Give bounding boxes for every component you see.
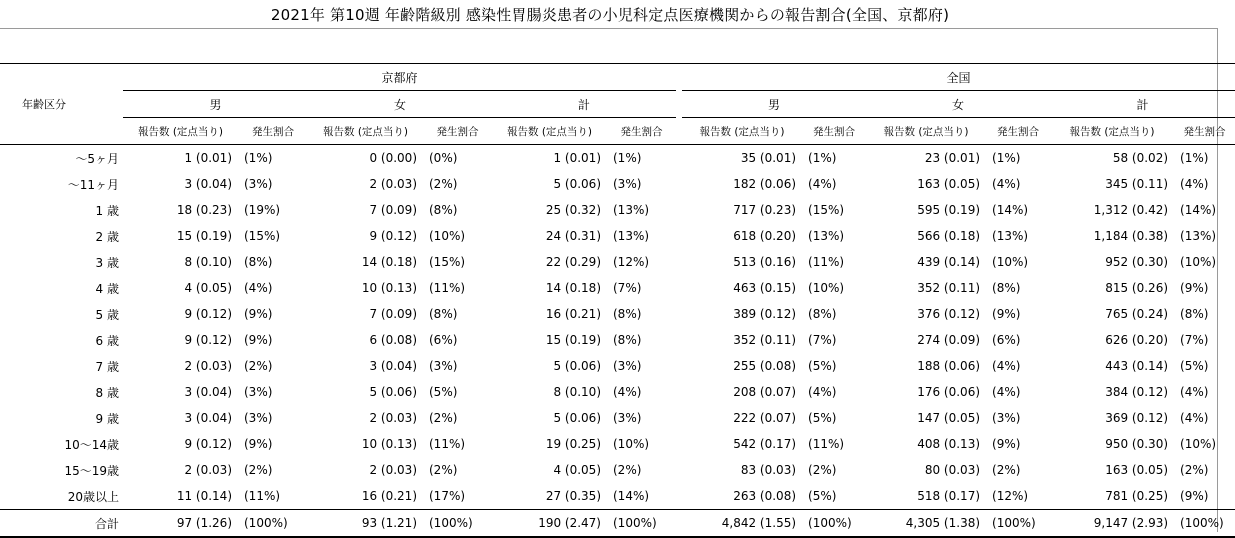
age-label: 7 歳 xyxy=(95,359,119,374)
ratio-cell: (2%) xyxy=(429,463,458,477)
ratio-cell: (10%) xyxy=(1180,255,1217,269)
table-row xyxy=(0,483,1235,510)
ratio-cell: (9%) xyxy=(244,307,273,321)
ratio-cell: (11%) xyxy=(244,489,281,503)
report-count-cell: 9 (0.12) xyxy=(369,229,417,243)
ratio-cell: (6%) xyxy=(429,333,458,347)
ratio-cell: (1%) xyxy=(992,151,1021,165)
ratio-cell: (9%) xyxy=(992,437,1021,451)
page-title: 2021年 第10週 年齢階級別 感染性胃腸炎患者の小児科定点医療機関からの報告割合(全国、京都府) xyxy=(270,6,950,24)
ratio-cell: (9%) xyxy=(1180,489,1209,503)
ratio-cell: (8%) xyxy=(429,307,458,321)
report-count-cell: 2 (0.03) xyxy=(369,463,417,477)
report-count-cell: 24 (0.31) xyxy=(545,229,601,243)
report-count-cell: 950 (0.30) xyxy=(1105,437,1169,451)
ratio-cell: (4%) xyxy=(808,385,837,399)
sex-header-male: 男 xyxy=(123,91,308,118)
ratio-cell: (4%) xyxy=(1180,385,1209,399)
ratio-cell: (3%) xyxy=(992,411,1021,425)
report-count-cell: 595 (0.19) xyxy=(917,203,981,217)
report-count-cell: 10 (0.13) xyxy=(361,437,417,451)
sex-header-male: 男 xyxy=(682,91,866,118)
report-count-cell: 16 (0.21) xyxy=(545,307,601,321)
report-count-cell: 513 (0.16) xyxy=(733,255,797,269)
report-count-cell: 408 (0.13) xyxy=(917,437,981,451)
report-count-cell: 97 (1.26) xyxy=(123,510,238,538)
ratio-cell: (14%) xyxy=(613,489,650,503)
ratio-cell: (14%) xyxy=(992,203,1029,217)
ratio-cell: (9%) xyxy=(1180,281,1209,295)
report-count-cell: 463 (0.15) xyxy=(733,281,797,295)
ratio-cell: (4%) xyxy=(613,385,642,399)
ratio-cell: (3%) xyxy=(244,411,273,425)
report-count-cell: 10 (0.13) xyxy=(361,281,417,295)
ratio-cell: (2%) xyxy=(808,463,837,477)
ratio-cell: (4%) xyxy=(808,177,837,191)
ratio-cell: (3%) xyxy=(613,411,642,425)
ratio-cell: (10%) xyxy=(1180,437,1217,451)
table-row xyxy=(0,145,1235,172)
report-count-cell: 182 (0.06) xyxy=(733,177,797,191)
report-count-cell: 58 (0.02) xyxy=(1112,151,1169,165)
col-header-reports: 報告数 (定点当り) xyxy=(866,118,986,145)
ratio-cell: (5%) xyxy=(429,385,458,399)
ratio-cell: (5%) xyxy=(808,359,837,373)
report-count-cell: 163 (0.05) xyxy=(917,177,981,191)
report-count-cell: 1 (0.01) xyxy=(553,151,601,165)
report-count-cell: 83 (0.03) xyxy=(740,463,797,477)
report-count-cell: 3 (0.04) xyxy=(369,359,417,373)
ratio-cell: (6%) xyxy=(992,333,1021,347)
report-count-cell: 781 (0.25) xyxy=(1105,489,1169,503)
report-count-cell: 222 (0.07) xyxy=(733,411,797,425)
ratio-cell: (2%) xyxy=(429,411,458,425)
ratio-cell: (3%) xyxy=(244,385,273,399)
ratio-cell: (0%) xyxy=(429,151,458,165)
report-count-cell: 717 (0.23) xyxy=(733,203,797,217)
ratio-cell: (13%) xyxy=(1180,229,1217,243)
ratio-cell: (4%) xyxy=(1180,411,1209,425)
report-count-cell: 16 (0.21) xyxy=(361,489,417,503)
report-count-cell: 9 (0.12) xyxy=(184,333,232,347)
report-count-cell: 439 (0.14) xyxy=(917,255,981,269)
report-count-cell: 15 (0.19) xyxy=(545,333,601,347)
report-count-cell: 626 (0.20) xyxy=(1105,333,1169,347)
report-count-cell: 35 (0.01) xyxy=(740,151,797,165)
report-count-cell: 4 (0.05) xyxy=(184,281,232,295)
ratio-cell: (11%) xyxy=(429,437,466,451)
ratio-cell: (10%) xyxy=(429,229,466,243)
report-count-cell: 4 (0.05) xyxy=(553,463,601,477)
report-count-cell: 6 (0.08) xyxy=(369,333,417,347)
age-label: 15～19歳 xyxy=(64,463,119,478)
report-count-cell: 274 (0.09) xyxy=(917,333,981,347)
age-label: 9 歳 xyxy=(95,411,119,426)
report-count-cell: 11 (0.14) xyxy=(176,489,232,503)
age-label: 1 歳 xyxy=(95,203,119,218)
ratio-cell: (3%) xyxy=(613,359,642,373)
report-count-cell: 188 (0.06) xyxy=(917,359,981,373)
report-count-cell: 5 (0.06) xyxy=(553,411,601,425)
table-row xyxy=(0,275,1235,301)
age-label: 合計 xyxy=(0,510,123,538)
total-row xyxy=(0,510,1235,538)
ratio-cell: (15%) xyxy=(808,203,845,217)
report-count-cell: 147 (0.05) xyxy=(917,411,981,425)
sex-header-female: 女 xyxy=(866,91,1050,118)
ratio-cell: (10%) xyxy=(613,437,650,451)
col-header-reports: 報告数 (定点当り) xyxy=(492,118,607,145)
ratio-cell: (4%) xyxy=(992,359,1021,373)
report-count-cell: 2 (0.03) xyxy=(369,411,417,425)
report-count-cell: 765 (0.24) xyxy=(1105,307,1169,321)
table-row xyxy=(0,223,1235,249)
ratio-cell: (11%) xyxy=(429,281,466,295)
ratio-cell: (11%) xyxy=(808,437,845,451)
age-label: 2 歳 xyxy=(95,229,119,244)
table-row xyxy=(0,197,1235,223)
ratio-cell: (13%) xyxy=(808,229,845,243)
report-count-cell: 542 (0.17) xyxy=(733,437,797,451)
report-count-cell: 8 (0.10) xyxy=(553,385,601,399)
ratio-cell: (100%) xyxy=(986,510,1050,538)
report-count-cell: 9,147 (2.93) xyxy=(1050,510,1174,538)
report-count-cell: 443 (0.14) xyxy=(1105,359,1169,373)
report-count-cell: 263 (0.08) xyxy=(733,489,797,503)
report-count-cell: 8 (0.10) xyxy=(184,255,232,269)
report-table xyxy=(0,63,1235,538)
sex-header-female: 女 xyxy=(308,91,492,118)
report-count-cell: 3 (0.04) xyxy=(184,385,232,399)
col-header-ratio: 発生割合 xyxy=(802,118,866,145)
table-row xyxy=(0,327,1235,353)
col-header-reports: 報告数 (定点当り) xyxy=(1050,118,1174,145)
report-count-cell: 0 (0.00) xyxy=(369,151,417,165)
report-count-cell: 255 (0.08) xyxy=(733,359,797,373)
ratio-cell: (19%) xyxy=(244,203,281,217)
ratio-cell: (17%) xyxy=(429,489,466,503)
report-count-cell: 952 (0.30) xyxy=(1105,255,1169,269)
col-header-ratio: 発生割合 xyxy=(238,118,308,145)
sex-header-total: 計 xyxy=(492,91,676,118)
region-header-kyoto: 京都府 xyxy=(123,64,676,91)
report-count-cell: 23 (0.01) xyxy=(924,151,981,165)
table-row xyxy=(0,457,1235,483)
report-count-cell: 5 (0.06) xyxy=(369,385,417,399)
col-header-reports: 報告数 (定点当り) xyxy=(123,118,238,145)
ratio-cell: (8%) xyxy=(613,333,642,347)
report-count-cell: 7 (0.09) xyxy=(369,203,417,217)
report-count-cell: 2 (0.03) xyxy=(184,463,232,477)
ratio-cell: (15%) xyxy=(244,229,281,243)
col-header-ratio: 発生割合 xyxy=(1174,118,1235,145)
ratio-cell: (2%) xyxy=(244,463,273,477)
report-count-cell: 1 (0.01) xyxy=(184,151,232,165)
ratio-cell: (9%) xyxy=(244,333,273,347)
ratio-cell: (8%) xyxy=(613,307,642,321)
table-row xyxy=(0,171,1235,197)
table-row xyxy=(0,405,1235,431)
ratio-cell: (7%) xyxy=(808,333,837,347)
age-label: ～5ヶ月 xyxy=(75,151,119,166)
report-count-cell: 352 (0.11) xyxy=(917,281,981,295)
report-count-cell: 5 (0.06) xyxy=(553,359,601,373)
report-count-cell: 15 (0.19) xyxy=(176,229,232,243)
table-row xyxy=(0,301,1235,327)
age-label: 5 歳 xyxy=(95,307,119,322)
age-label: ～11ヶ月 xyxy=(67,177,119,192)
col-header-ratio: 発生割合 xyxy=(423,118,492,145)
report-count-cell: 4,305 (1.38) xyxy=(866,510,986,538)
age-label: 3 歳 xyxy=(95,255,119,270)
report-count-cell: 3 (0.04) xyxy=(184,177,232,191)
ratio-cell: (5%) xyxy=(1180,359,1209,373)
report-count-cell: 384 (0.12) xyxy=(1105,385,1169,399)
report-count-cell: 22 (0.29) xyxy=(545,255,601,269)
ratio-cell: (12%) xyxy=(613,255,650,269)
age-label: 6 歳 xyxy=(95,333,119,348)
ratio-cell: (13%) xyxy=(992,229,1029,243)
report-count-cell: 518 (0.17) xyxy=(917,489,981,503)
age-column-header: 年齢区分 xyxy=(0,64,123,145)
report-count-cell: 18 (0.23) xyxy=(176,203,232,217)
ratio-cell: (2%) xyxy=(244,359,273,373)
ratio-cell: (13%) xyxy=(613,203,650,217)
report-count-cell: 9 (0.12) xyxy=(184,307,232,321)
col-header-ratio: 発生割合 xyxy=(607,118,676,145)
ratio-cell: (5%) xyxy=(808,489,837,503)
ratio-cell: (8%) xyxy=(808,307,837,321)
ratio-cell: (9%) xyxy=(992,307,1021,321)
report-count-cell: 176 (0.06) xyxy=(917,385,981,399)
ratio-cell: (8%) xyxy=(244,255,273,269)
report-count-cell: 208 (0.07) xyxy=(733,385,797,399)
report-count-cell: 2 (0.03) xyxy=(369,177,417,191)
ratio-cell: (100%) xyxy=(607,510,676,538)
ratio-cell: (7%) xyxy=(613,281,642,295)
sex-header-total: 計 xyxy=(1050,91,1235,118)
col-header-reports: 報告数 (定点当り) xyxy=(308,118,423,145)
ratio-cell: (3%) xyxy=(613,177,642,191)
report-count-cell: 93 (1.21) xyxy=(308,510,423,538)
report-count-cell: 9 (0.12) xyxy=(184,437,232,451)
report-count-cell: 815 (0.26) xyxy=(1105,281,1169,295)
ratio-cell: (2%) xyxy=(992,463,1021,477)
age-label: 20歳以上 xyxy=(67,489,119,504)
region-header-national: 全国 xyxy=(682,64,1235,91)
ratio-cell: (4%) xyxy=(244,281,273,295)
report-count-cell: 566 (0.18) xyxy=(917,229,981,243)
ratio-cell: (3%) xyxy=(244,177,273,191)
ratio-cell: (8%) xyxy=(429,203,458,217)
report-count-cell: 27 (0.35) xyxy=(545,489,601,503)
report-count-cell: 25 (0.32) xyxy=(545,203,601,217)
ratio-cell: (1%) xyxy=(1180,151,1209,165)
table-row xyxy=(0,249,1235,275)
age-label: 8 歳 xyxy=(95,385,119,400)
ratio-cell: (12%) xyxy=(992,489,1029,503)
ratio-cell: (100%) xyxy=(1174,510,1235,538)
col-header-reports: 報告数 (定点当り) xyxy=(682,118,802,145)
report-count-cell: 163 (0.05) xyxy=(1105,463,1169,477)
ratio-cell: (4%) xyxy=(992,177,1021,191)
ratio-cell: (9%) xyxy=(244,437,273,451)
ratio-cell: (4%) xyxy=(992,385,1021,399)
ratio-cell: (2%) xyxy=(613,463,642,477)
ratio-cell: (3%) xyxy=(429,359,458,373)
report-count-cell: 80 (0.03) xyxy=(924,463,981,477)
ratio-cell: (7%) xyxy=(1180,333,1209,347)
report-count-cell: 14 (0.18) xyxy=(361,255,417,269)
age-label: 4 歳 xyxy=(95,281,119,296)
report-count-cell: 369 (0.12) xyxy=(1105,411,1169,425)
ratio-cell: (8%) xyxy=(1180,307,1209,321)
report-count-cell: 2 (0.03) xyxy=(184,359,232,373)
table-row xyxy=(0,379,1235,405)
report-count-cell: 618 (0.20) xyxy=(733,229,797,243)
ratio-cell: (2%) xyxy=(429,177,458,191)
ratio-cell: (8%) xyxy=(992,281,1021,295)
report-count-cell: 1,312 (0.42) xyxy=(1093,203,1169,217)
report-count-cell: 14 (0.18) xyxy=(545,281,601,295)
ratio-cell: (10%) xyxy=(992,255,1029,269)
ratio-cell: (100%) xyxy=(423,510,492,538)
ratio-cell: (15%) xyxy=(429,255,466,269)
table-row xyxy=(0,353,1235,379)
report-count-cell: 352 (0.11) xyxy=(733,333,797,347)
report-count-cell: 1,184 (0.38) xyxy=(1093,229,1169,243)
ratio-cell: (2%) xyxy=(1180,463,1209,477)
age-label: 10～14歳 xyxy=(64,437,119,452)
report-count-cell: 190 (2.47) xyxy=(492,510,607,538)
report-count-cell: 345 (0.11) xyxy=(1105,177,1169,191)
report-count-cell: 376 (0.12) xyxy=(917,307,981,321)
report-count-cell: 4,842 (1.55) xyxy=(682,510,802,538)
report-count-cell: 19 (0.25) xyxy=(545,437,601,451)
report-count-cell: 7 (0.09) xyxy=(369,307,417,321)
report-count-cell: 3 (0.04) xyxy=(184,411,232,425)
ratio-cell: (1%) xyxy=(808,151,837,165)
ratio-cell: (11%) xyxy=(808,255,845,269)
ratio-cell: (13%) xyxy=(613,229,650,243)
ratio-cell: (10%) xyxy=(808,281,845,295)
report-count-cell: 5 (0.06) xyxy=(553,177,601,191)
ratio-cell: (100%) xyxy=(802,510,866,538)
ratio-cell: (1%) xyxy=(613,151,642,165)
ratio-cell: (4%) xyxy=(1180,177,1209,191)
ratio-cell: (5%) xyxy=(808,411,837,425)
ratio-cell: (1%) xyxy=(244,151,273,165)
ratio-cell: (14%) xyxy=(1180,203,1217,217)
ratio-cell: (100%) xyxy=(238,510,308,538)
col-header-ratio: 発生割合 xyxy=(986,118,1050,145)
report-count-cell: 389 (0.12) xyxy=(733,307,797,321)
table-row xyxy=(0,431,1235,457)
